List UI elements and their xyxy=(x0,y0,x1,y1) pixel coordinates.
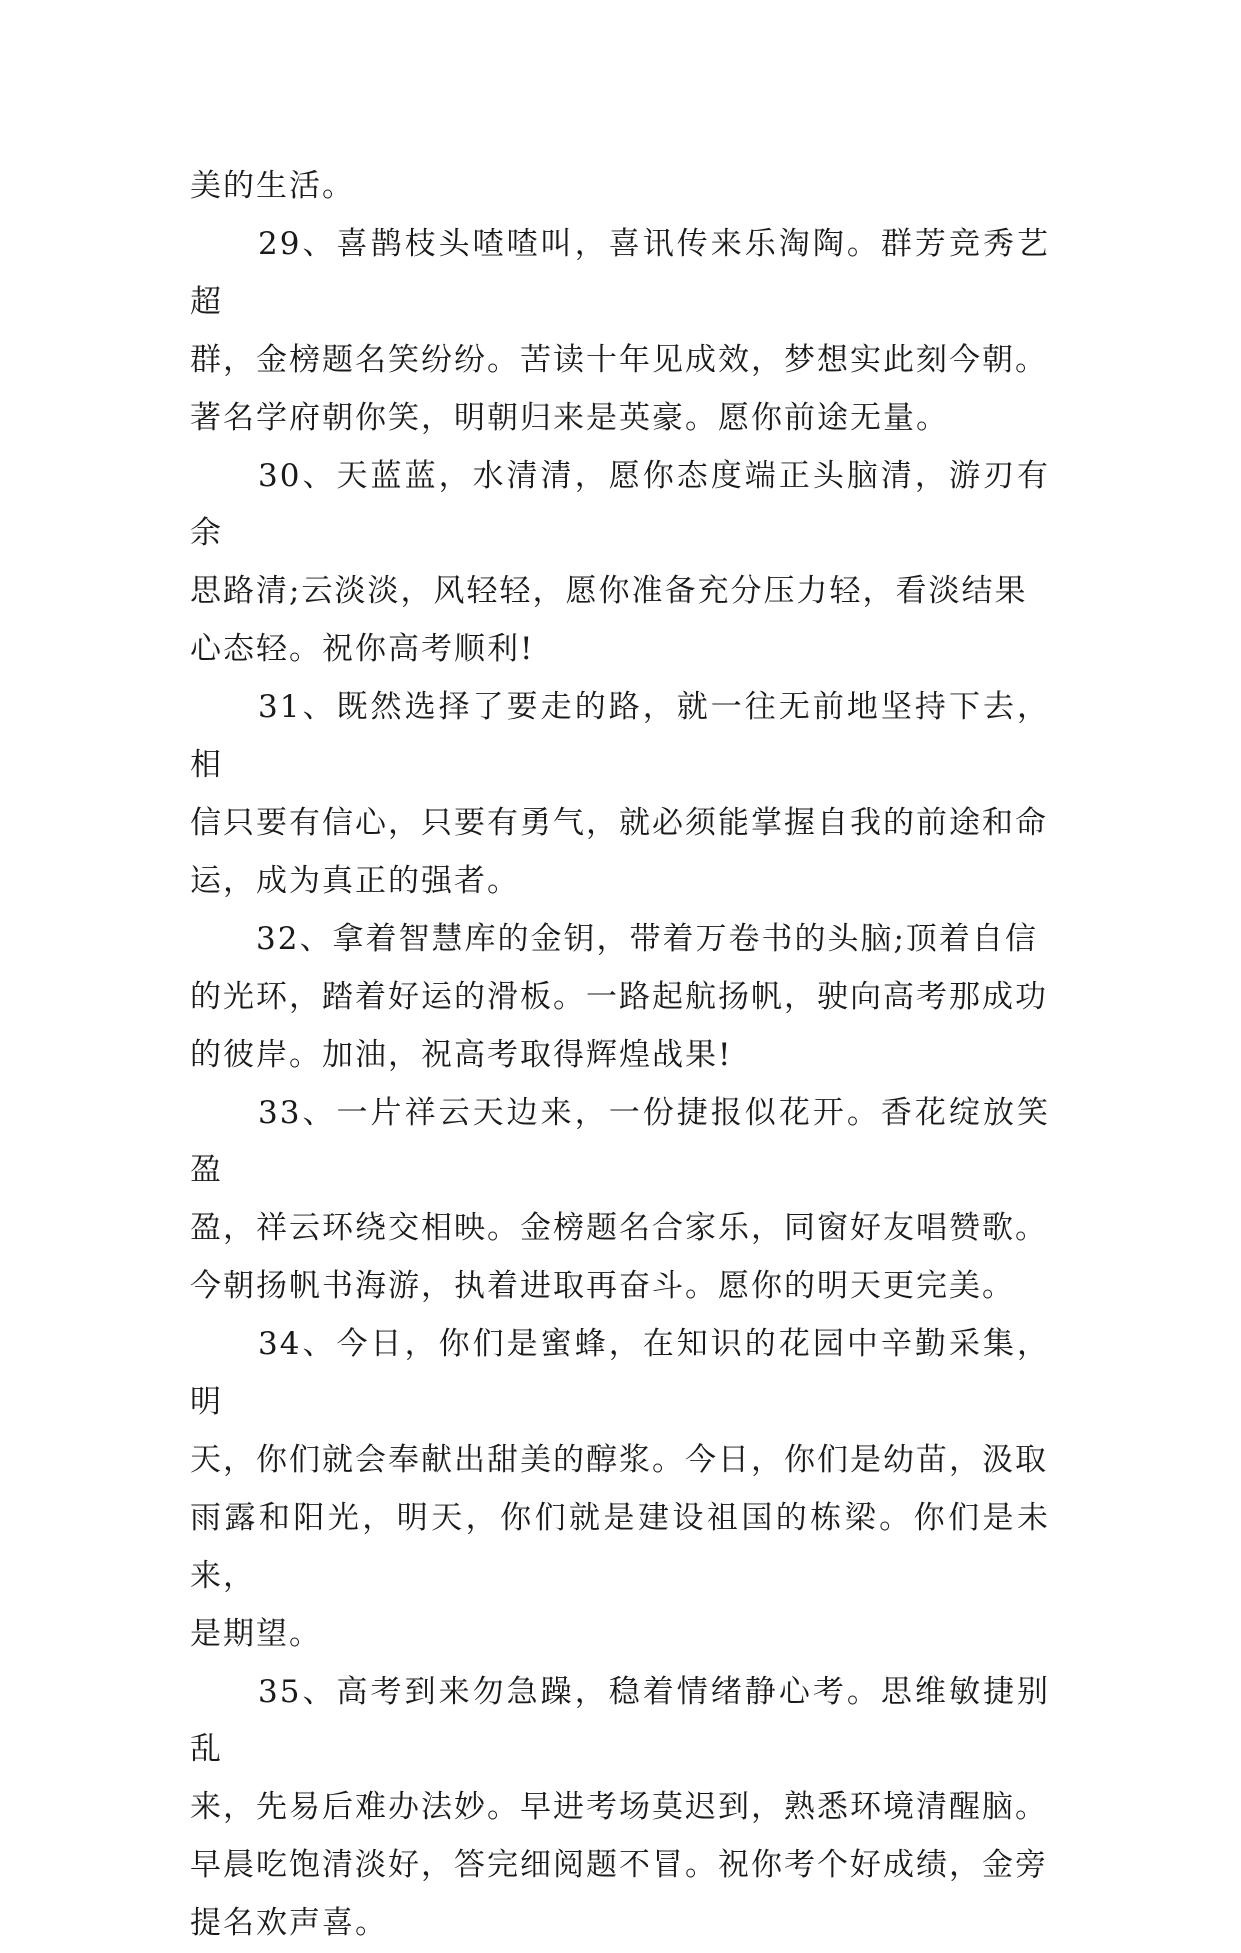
document-body xyxy=(190,158,1050,1953)
paragraph-33: 33、一片祥云天边来，一份捷报似花开。香花绽放笑盈 盈，祥云环绕交相映。金榜题名合家乐，同窗好友唱赞歌。 今朝扬帆书海游，执着进取再奋斗。愿你的明天更完美。 xyxy=(190,1094,1050,1305)
paragraph-35: 35、高考到来勿急躁，稳着情绪静心考。思维敏捷别乱 来，先易后难办法妙。早进考场莫迟到，熟悉环境清醒脑。 早晨吃饱清淡好，答完细阅题不冒。祝你考个好成绩，金旁 提名欢声喜。 xyxy=(190,1673,1050,1942)
paragraph-34: 34、今日，你们是蜜蜂，在知识的花园中辛勤采集，明 天，你们就会奉献出甜美的醇浆。今日，你们是幼苗，汲取 雨露和阳光，明天，你们就是建设祖国的栋梁。你们是未来， 是期望。 xyxy=(190,1326,1050,1652)
paragraph-30: 30、天蓝蓝，水清清，愿你态度端正头脑清，游刃有余 思路清;云淡淡，风轻轻，愿你准备充分压力轻，看淡结果 心态轻。祝你高考顺利! xyxy=(190,457,1050,668)
paragraph-31: 31、既然选择了要走的路，就一往无前地坚持下去，相 信只要有信心，只要有勇气，就必须能掌握自我的前途和命 运，成为真正的强者。 xyxy=(190,689,1050,899)
paragraph-29: 29、喜鹊枝头喳喳叫，喜讯传来乐淘陶。群芳竞秀艺超 群，金榜题名笑纷纷。苦读十年见成效，梦想实此刻今朝。 著名学府朝你笑，明朝归来是英豪。愿你前途无量。 xyxy=(190,225,1050,436)
paragraph-continuation: 美的生活。 xyxy=(190,168,355,204)
paragraph-32: 32、拿着智慧库的金钥，带着万卷书的头脑;顶着自信 的光环，踏着好运的滑板。一路起航扬帆，驶向高考那成功 的彼岸。加油，祝高考取得辉煌战果! xyxy=(190,920,1048,1073)
